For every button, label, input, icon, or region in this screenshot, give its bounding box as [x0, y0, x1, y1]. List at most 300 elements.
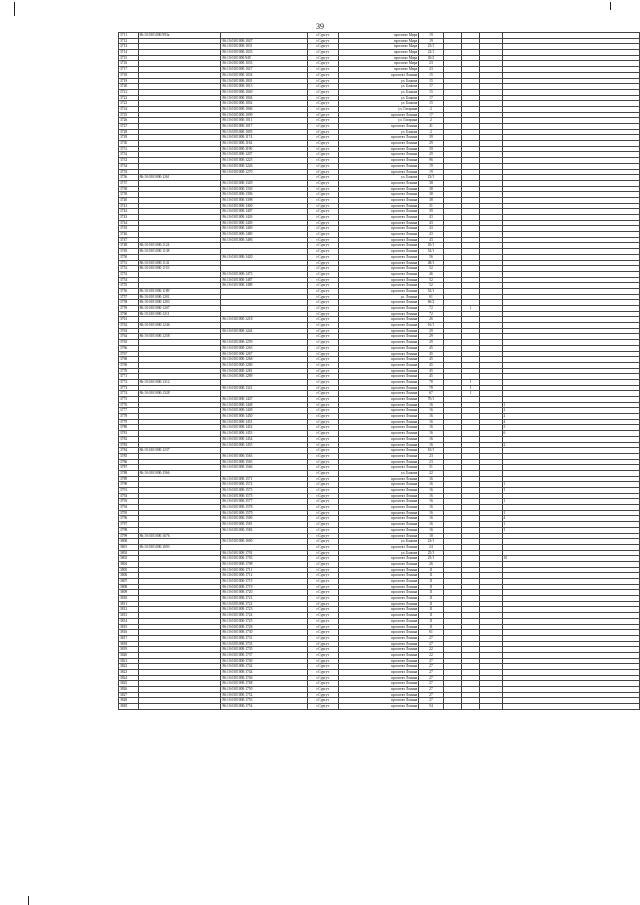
- street-cell: проспект Ленина: [338, 232, 419, 238]
- street-cell: проспект Мира: [338, 67, 419, 73]
- apartment-cell: 1: [502, 482, 639, 488]
- row-number-cell: 3809: [119, 590, 139, 596]
- house-number-cell: 31: [419, 203, 443, 209]
- cadastral-number-cell: 86:10:0101000:1730: [221, 630, 308, 636]
- house-number-cell: 15: [419, 89, 443, 95]
- house-number-cell: 16: [419, 527, 443, 533]
- row-number-cell: 3728: [119, 129, 139, 135]
- locality-cell: г.Сургут: [308, 163, 338, 169]
- street-cell: проспект Ленина: [338, 510, 419, 516]
- row-number-cell: 3723: [119, 101, 139, 107]
- house-number-cell: 52: [419, 277, 443, 283]
- street-cell: ул. Гагарина: [338, 106, 419, 112]
- row-number-cell: 3748: [119, 243, 139, 249]
- row-number-cell: 3797: [119, 522, 139, 528]
- street-cell: проспект Ленина: [338, 630, 419, 636]
- parent-cadastral-number-cell: 86:10:0101000:1693: [138, 544, 221, 550]
- street-cell: проспект Ленина: [338, 124, 419, 130]
- cadastral-number-cell: 86:10:0101000:1027: [221, 67, 308, 73]
- house-number-cell: 16: [419, 476, 443, 482]
- house-number-cell: 61: [419, 294, 443, 300]
- row-number-cell: 3717: [119, 67, 139, 73]
- row-number-cell: 3792: [119, 493, 139, 499]
- locality-cell: г.Сургут: [308, 573, 338, 579]
- house-number-cell: 27: [419, 692, 443, 698]
- row-number-cell: 3719: [119, 78, 139, 84]
- parent-cadastral-number-cell: 86:10:0101000:1207: [138, 306, 221, 312]
- street-cell: проспект Мира: [338, 38, 419, 44]
- apartment-cell: 6: [502, 431, 639, 437]
- street-cell: проспект Ленина: [338, 72, 419, 78]
- street-cell: проспект Ленина: [338, 414, 419, 420]
- locality-cell: г.Сургут: [308, 675, 338, 681]
- apartment-cell: 1: [502, 402, 639, 408]
- cadastral-number-cell: 86:10:0101000:1719: [221, 584, 308, 590]
- row-number-cell: 3754: [119, 277, 139, 283]
- row-number-cell: 3720: [119, 84, 139, 90]
- street-cell: проспект Ленина: [338, 692, 419, 698]
- row-number-cell: 3724: [119, 106, 139, 112]
- house-number-cell: 19: [419, 169, 443, 175]
- house-number-cell: 11: [419, 567, 443, 573]
- row-number-cell: 3821: [119, 658, 139, 664]
- street-cell: проспект Ленина: [338, 624, 419, 630]
- parent-cadastral-number-cell: 86:10:0101000:1189: [138, 288, 221, 294]
- locality-cell: г.Сургут: [308, 550, 338, 556]
- row-number-cell: 3796: [119, 516, 139, 522]
- locality-cell: г.Сургут: [308, 482, 338, 488]
- row-number-cell: 3790: [119, 482, 139, 488]
- row-number-cell: 3732: [119, 152, 139, 158]
- locality-cell: г.Сургут: [308, 488, 338, 494]
- locality-cell: г.Сургут: [308, 499, 338, 505]
- locality-cell: г.Сургут: [308, 84, 338, 90]
- locality-cell: г.Сургут: [308, 118, 338, 124]
- house-number-cell: 45: [419, 357, 443, 363]
- house-number-cell: 11: [419, 613, 443, 619]
- house-number-cell: 29: [419, 328, 443, 334]
- row-number-cell: 3824: [119, 675, 139, 681]
- building-cell: [443, 704, 461, 710]
- row-number-cell: 3808: [119, 584, 139, 590]
- street-cell: проспект Ленина: [338, 254, 419, 260]
- row-number-cell: 3780: [119, 425, 139, 431]
- row-number-cell: 3822: [119, 664, 139, 670]
- cadastral-number-cell: 86:10:0101000:1226: [221, 163, 308, 169]
- row-number-cell: 3725: [119, 112, 139, 118]
- house-number-cell: 23: [419, 61, 443, 67]
- street-cell: проспект Ленина: [338, 533, 419, 539]
- locality-cell: г.Сургут: [308, 232, 338, 238]
- house-number-cell: 46: [419, 271, 443, 277]
- locality-cell: г.Сургут: [308, 579, 338, 585]
- row-number-cell: 3741: [119, 203, 139, 209]
- cadastral-number-cell: 86:10:0101000:1047: [221, 38, 308, 44]
- locality-cell: г.Сургут: [308, 425, 338, 431]
- row-number-cell: 3819: [119, 647, 139, 653]
- locality-cell: г.Сургут: [308, 169, 338, 175]
- cadastral-number-cell: 86:10:0101000:1715: [221, 579, 308, 585]
- row-number-cell: 3771: [119, 374, 139, 380]
- house-number-cell: 43: [419, 215, 443, 221]
- row-number-cell: 3715: [119, 55, 139, 61]
- locality-cell: г.Сургут: [308, 55, 338, 61]
- street-cell: проспект Ленина: [338, 573, 419, 579]
- house-number-cell: 78: [419, 385, 443, 391]
- cadastral-number-cell: 86:10:0101000:1455: [221, 442, 308, 448]
- row-number-cell: 3805: [119, 567, 139, 573]
- locality-cell: г.Сургут: [308, 641, 338, 647]
- apartment-cell: 1: [502, 527, 639, 533]
- cadastral-number-cell: 86:10:0101000:1712: [221, 573, 308, 579]
- locality-cell: г.Сургут: [308, 613, 338, 619]
- street-cell: проспект Ленина: [338, 613, 419, 619]
- house-number-cell: 45: [419, 345, 443, 351]
- cadastral-number-cell: 86:10:0101000:1407: [221, 209, 308, 215]
- cadastral-number-cell: 86:10:0101000:1473: [221, 271, 308, 277]
- house-number-cell: 52/1: [419, 288, 443, 294]
- locality-cell: г.Сургут: [308, 61, 338, 67]
- house-number-cell: 38: [419, 192, 443, 198]
- cadastral-number-cell: 86:10:0101000:1748: [221, 681, 308, 687]
- street-cell: проспект Ленина: [338, 237, 419, 243]
- house-number-cell: 11: [419, 607, 443, 613]
- locality-cell: г.Сургут: [308, 601, 338, 607]
- street-cell: проспект Ленина: [338, 351, 419, 357]
- street-cell: проспект Ленина: [338, 544, 419, 550]
- row-number-cell: 3760: [119, 311, 139, 317]
- cadastral-number-cell: 86:10:0101000:1721: [221, 596, 308, 602]
- locality-cell: г.Сургут: [308, 260, 338, 266]
- cadastral-number-cell: 86:10:0101000:1329: [221, 180, 308, 186]
- row-number-cell: 3818: [119, 641, 139, 647]
- house-number-cell: 61: [419, 630, 443, 636]
- row-number-cell: 3801: [119, 544, 139, 550]
- row-number-cell: 3782: [119, 436, 139, 442]
- row-number-cell: 3762: [119, 323, 139, 329]
- row-number-cell: 3817: [119, 635, 139, 641]
- locality-cell: г.Сургут: [308, 681, 338, 687]
- row-number-cell: 3826: [119, 687, 139, 693]
- locality-cell: г.Сургут: [308, 146, 338, 152]
- locality-cell: г.Сургут: [308, 652, 338, 658]
- parent-cadastral-number-cell: 86:10:0101000:1124: [138, 243, 221, 249]
- house-number-cell: 11: [419, 618, 443, 624]
- street-cell: проспект Ленина: [338, 192, 419, 198]
- house-number-cell: 45: [419, 368, 443, 374]
- row-number-cell: 3828: [119, 698, 139, 704]
- house-number-cell: 45: [419, 362, 443, 368]
- house-number-cell: 16: [419, 431, 443, 437]
- house-number-cell: 67: [419, 391, 443, 397]
- street-cell: проспект Мира: [338, 44, 419, 50]
- house-number-cell: 11: [419, 601, 443, 607]
- house-number-cell: 16: [419, 488, 443, 494]
- block-cell: 1: [461, 385, 479, 391]
- cadastral-number-cell: 86:10:0101000:1330: [221, 186, 308, 192]
- house-number-cell: 39: [419, 209, 443, 215]
- locality-cell: г.Сургут: [308, 533, 338, 539]
- cadastral-number-cell: 86:10:0101000:1267: [221, 351, 308, 357]
- row-number-cell: 3794: [119, 505, 139, 511]
- house-number-cell: 16: [419, 442, 443, 448]
- row-number-cell: 3814: [119, 618, 139, 624]
- locality-cell: г.Сургут: [308, 516, 338, 522]
- street-cell: проспект Мира: [338, 61, 419, 67]
- locality-cell: г.Сургут: [308, 630, 338, 636]
- block-cell: 1: [461, 306, 479, 312]
- street-cell: проспект Ленина: [338, 220, 419, 226]
- locality-cell: г.Сургут: [308, 288, 338, 294]
- cadastral-number-cell: 86:10:0101000:1703: [221, 556, 308, 562]
- locality-cell: г.Сургут: [308, 692, 338, 698]
- street-cell: проспект Ленина: [338, 158, 419, 164]
- street-cell: проспект Ленина: [338, 374, 419, 380]
- row-number-cell: 3742: [119, 209, 139, 215]
- locality-cell: г.Сургут: [308, 300, 338, 306]
- locality-cell: г.Сургут: [308, 670, 338, 676]
- cadastral-number-cell: 86:10:0101000:1487: [221, 277, 308, 283]
- row-number-cell: 3757: [119, 294, 139, 300]
- cadastral-number-cell: 86:10:0101000:1753: [221, 698, 308, 704]
- row-number-cell: 3727: [119, 124, 139, 130]
- street-cell: проспект Ленина: [338, 397, 419, 403]
- cadastral-number-cell: 86:10:0101000:1726: [221, 624, 308, 630]
- street-cell: проспект Ленина: [338, 704, 419, 710]
- street-cell: проспект Ленина: [338, 675, 419, 681]
- street-cell: проспект Ленина: [338, 379, 419, 385]
- parent-cadastral-number-cell: 86:10:0101000:1312: [138, 379, 221, 385]
- house-number-cell: 51: [419, 465, 443, 471]
- cadastral-number-cell: 86:10:0101000:1469: [221, 226, 308, 232]
- row-number-cell: 3735: [119, 169, 139, 175]
- street-cell: проспект Ленина: [338, 146, 419, 152]
- row-number-cell: 3722: [119, 95, 139, 101]
- parent-cadastral-number-cell: 86:10:0101000:1138: [138, 249, 221, 255]
- house-number-cell: 17: [419, 95, 443, 101]
- cadastral-number-cell: 86:10:0101000:1190: [221, 146, 308, 152]
- street-cell: проспект Ленина: [338, 135, 419, 141]
- locality-cell: г.Сургут: [308, 465, 338, 471]
- street-cell: проспект Ленина: [338, 516, 419, 522]
- cadastral-number-cell: 86:10:0101000:1740: [221, 658, 308, 664]
- street-cell: проспект Мира: [338, 33, 419, 39]
- parent-cadastral-number-cell: 86:10:0101000:1203: [138, 300, 221, 306]
- locality-cell: г.Сургут: [308, 345, 338, 351]
- row-number-cell: 3823: [119, 670, 139, 676]
- house-number-cell: 43: [419, 237, 443, 243]
- street-cell: проспект Ленина: [338, 448, 419, 454]
- row-number-cell: 3745: [119, 226, 139, 232]
- house-number-cell: 45/1: [419, 243, 443, 249]
- row-number-cell: 3810: [119, 596, 139, 602]
- row-number-cell: 3776: [119, 402, 139, 408]
- street-cell: проспект Ленина: [338, 567, 419, 573]
- house-number-cell: 22: [419, 470, 443, 476]
- street-cell: проспект Ленина: [338, 215, 419, 221]
- house-number-cell: 11: [419, 579, 443, 585]
- row-number-cell: 3804: [119, 561, 139, 567]
- street-cell: проспект Ленина: [338, 288, 419, 294]
- row-number-cell: 3740: [119, 197, 139, 203]
- row-number-cell: 3765: [119, 340, 139, 346]
- street-cell: проспект Ленина: [338, 340, 419, 346]
- locality-cell: г.Сургут: [308, 135, 338, 141]
- row-number-cell: 3777: [119, 408, 139, 414]
- house-number-cell: 48/1: [419, 260, 443, 266]
- street-cell: проспект Ленина: [338, 311, 419, 317]
- row-number-cell: 3787: [119, 465, 139, 471]
- house-number-cell: 23/1: [419, 175, 443, 181]
- row-number-cell: 3738: [119, 186, 139, 192]
- parent-cadastral-number-cell: 86:10:0101000:1328: [138, 391, 221, 397]
- locality-cell: г.Сургут: [308, 431, 338, 437]
- house-number-cell: 16: [419, 482, 443, 488]
- parent-cadastral-number-cell: 86:10:0101000:1201: [138, 294, 221, 300]
- locality-cell: г.Сургут: [308, 340, 338, 346]
- street-cell: проспект Ленина: [338, 112, 419, 118]
- apartment-cell: 1: [502, 522, 639, 528]
- house-number-cell: 27: [419, 681, 443, 687]
- cadastral-number-cell: 86:10:0101000:949: [221, 55, 308, 61]
- row-number-cell: 3815: [119, 624, 139, 630]
- locality-cell: г.Сургут: [308, 391, 338, 397]
- locality-cell: г.Сургут: [308, 527, 338, 533]
- row-number-cell: 3730: [119, 141, 139, 147]
- locality-cell: г.Сургут: [308, 306, 338, 312]
- corner-mark-right: [610, 2, 611, 10]
- row-number-cell: 3793: [119, 499, 139, 505]
- cadastral-number-cell: 86:10:0101000:1259: [221, 340, 308, 346]
- house-number-cell: 11: [419, 584, 443, 590]
- parent-cadastral-number-cell: 86:10:0101000:1261: [138, 175, 221, 181]
- row-number-cell: 3729: [119, 135, 139, 141]
- cadastral-number-cell: 86:10:0101000:1581: [221, 522, 308, 528]
- house-number-cell: 72: [419, 311, 443, 317]
- house-number-cell: 27: [419, 658, 443, 664]
- page-number: 39: [316, 22, 324, 31]
- locality-cell: г.Сургут: [308, 129, 338, 135]
- locality-cell: г.Сургут: [308, 397, 338, 403]
- row-number-cell: 3716: [119, 61, 139, 67]
- row-number-cell: 3743: [119, 215, 139, 221]
- street-cell: проспект Ленина: [338, 345, 419, 351]
- street-cell: ул. Бажова: [338, 550, 419, 556]
- locality-cell: г.Сургут: [308, 311, 338, 317]
- row-number-cell: 3769: [119, 362, 139, 368]
- locality-cell: г.Сургут: [308, 362, 338, 368]
- apartment-cell: 1: [502, 510, 639, 516]
- locality-cell: г.Сургут: [308, 647, 338, 653]
- row-number-cell: 3802: [119, 550, 139, 556]
- row-number-cell: 3737: [119, 180, 139, 186]
- cadastral-number-cell: 86:10:0101000:1746: [221, 675, 308, 681]
- house-number-cell: 22: [419, 652, 443, 658]
- street-cell: проспект Ленина: [338, 186, 419, 192]
- house-number-cell: 54: [419, 704, 443, 710]
- cadastral-number-cell: 86:10:0101000:1006: [221, 106, 308, 112]
- house-number-cell: 27: [419, 687, 443, 693]
- house-number-cell: 16: [419, 414, 443, 420]
- street-cell: ул. Бажова: [338, 84, 419, 90]
- cadastral-number-cell: 86:10:0101000:1001: [221, 78, 308, 84]
- street-cell: ул. Бажова: [338, 89, 419, 95]
- street-cell: проспект Ленина: [338, 465, 419, 471]
- house-number-cell: 11: [419, 624, 443, 630]
- locality-cell: г.Сургут: [308, 414, 338, 420]
- apartment-cell: 1: [502, 488, 639, 494]
- house-number-cell: 78: [419, 379, 443, 385]
- row-number-cell: 3749: [119, 249, 139, 255]
- cadastral-number-cell: 86:10:0101000:1563: [221, 453, 308, 459]
- cadastral-number-cell: 86:10:0101000:1174: [221, 135, 308, 141]
- locality-cell: г.Сургут: [308, 317, 338, 323]
- cadastral-number-cell: 86:10:0101000:1396: [221, 192, 308, 198]
- cadastral-number-cell: 86:10:0101000:1002: [221, 101, 308, 107]
- street-cell: проспект Ленина: [338, 652, 419, 658]
- cadastral-number-cell: 86:10:0101000:1268: [221, 357, 308, 363]
- cadastral-number-cell: 86:10:0101000:1582: [221, 527, 308, 533]
- cadastral-number-cell: 86:10:0101000:1733: [221, 641, 308, 647]
- house-number-cell: 27: [419, 698, 443, 704]
- street-cell: ул. Бажова: [338, 101, 419, 107]
- locality-cell: г.Сургут: [308, 283, 338, 289]
- cadastral-number-cell: 86:10:0101000:1270: [221, 169, 308, 175]
- row-number-cell: 3798: [119, 527, 139, 533]
- house-number-cell: 24: [419, 544, 443, 550]
- cadastral-number-cell: 86:10:0101000:1420: [221, 254, 308, 260]
- parent-cadastral-number-cell: 86:10:0101000:1153: [138, 266, 221, 272]
- row-number-cell: 3783: [119, 442, 139, 448]
- house-number-cell: 27: [419, 641, 443, 647]
- cadastral-number-cell: 86:10:0101000:1013: [221, 84, 308, 90]
- house-number-cell: 16: [419, 499, 443, 505]
- row-number-cell: 3791: [119, 488, 139, 494]
- house-number-cell: 16: [419, 522, 443, 528]
- street-cell: проспект Ленина: [338, 169, 419, 175]
- street-cell: проспект Ленина: [338, 260, 419, 266]
- row-number-cell: 3712: [119, 38, 139, 44]
- row-number-cell: 3820: [119, 652, 139, 658]
- house-number-cell: 16: [419, 436, 443, 442]
- locality-cell: г.Сургут: [308, 442, 338, 448]
- street-cell: проспект Ленина: [338, 266, 419, 272]
- locality-cell: г.Сургут: [308, 567, 338, 573]
- row-number-cell: 3746: [119, 232, 139, 238]
- house-number-cell: 45/2: [419, 55, 443, 61]
- street-cell: проспект Ленина: [338, 283, 419, 289]
- street-cell: проспект Ленина: [338, 687, 419, 693]
- street-cell: проспект Ленина: [338, 243, 419, 249]
- locality-cell: г.Сургут: [308, 539, 338, 545]
- house-number-cell: 16: [419, 516, 443, 522]
- street-cell: проспект Ленина: [338, 488, 419, 494]
- locality-cell: г.Сургут: [308, 237, 338, 243]
- house-number-cell: 26: [419, 317, 443, 323]
- row-number-cell: 3774: [119, 391, 139, 397]
- cadastral-number-cell: 86:10:0101000:1031: [221, 44, 308, 50]
- locality-cell: г.Сургут: [308, 408, 338, 414]
- apartment-cell: 2: [502, 408, 639, 414]
- locality-cell: г.Сургут: [308, 505, 338, 511]
- row-number-cell: 3812: [119, 607, 139, 613]
- apartment-cell: 1: [502, 499, 639, 505]
- street-cell: проспект Ленина: [338, 647, 419, 653]
- cadastral-number-cell: 86:10:0101000:1448: [221, 402, 308, 408]
- row-number-cell: 3775: [119, 397, 139, 403]
- cadastral-number-cell: 86:10:0101000:1737: [221, 652, 308, 658]
- house-number-cell: 52/1: [419, 249, 443, 255]
